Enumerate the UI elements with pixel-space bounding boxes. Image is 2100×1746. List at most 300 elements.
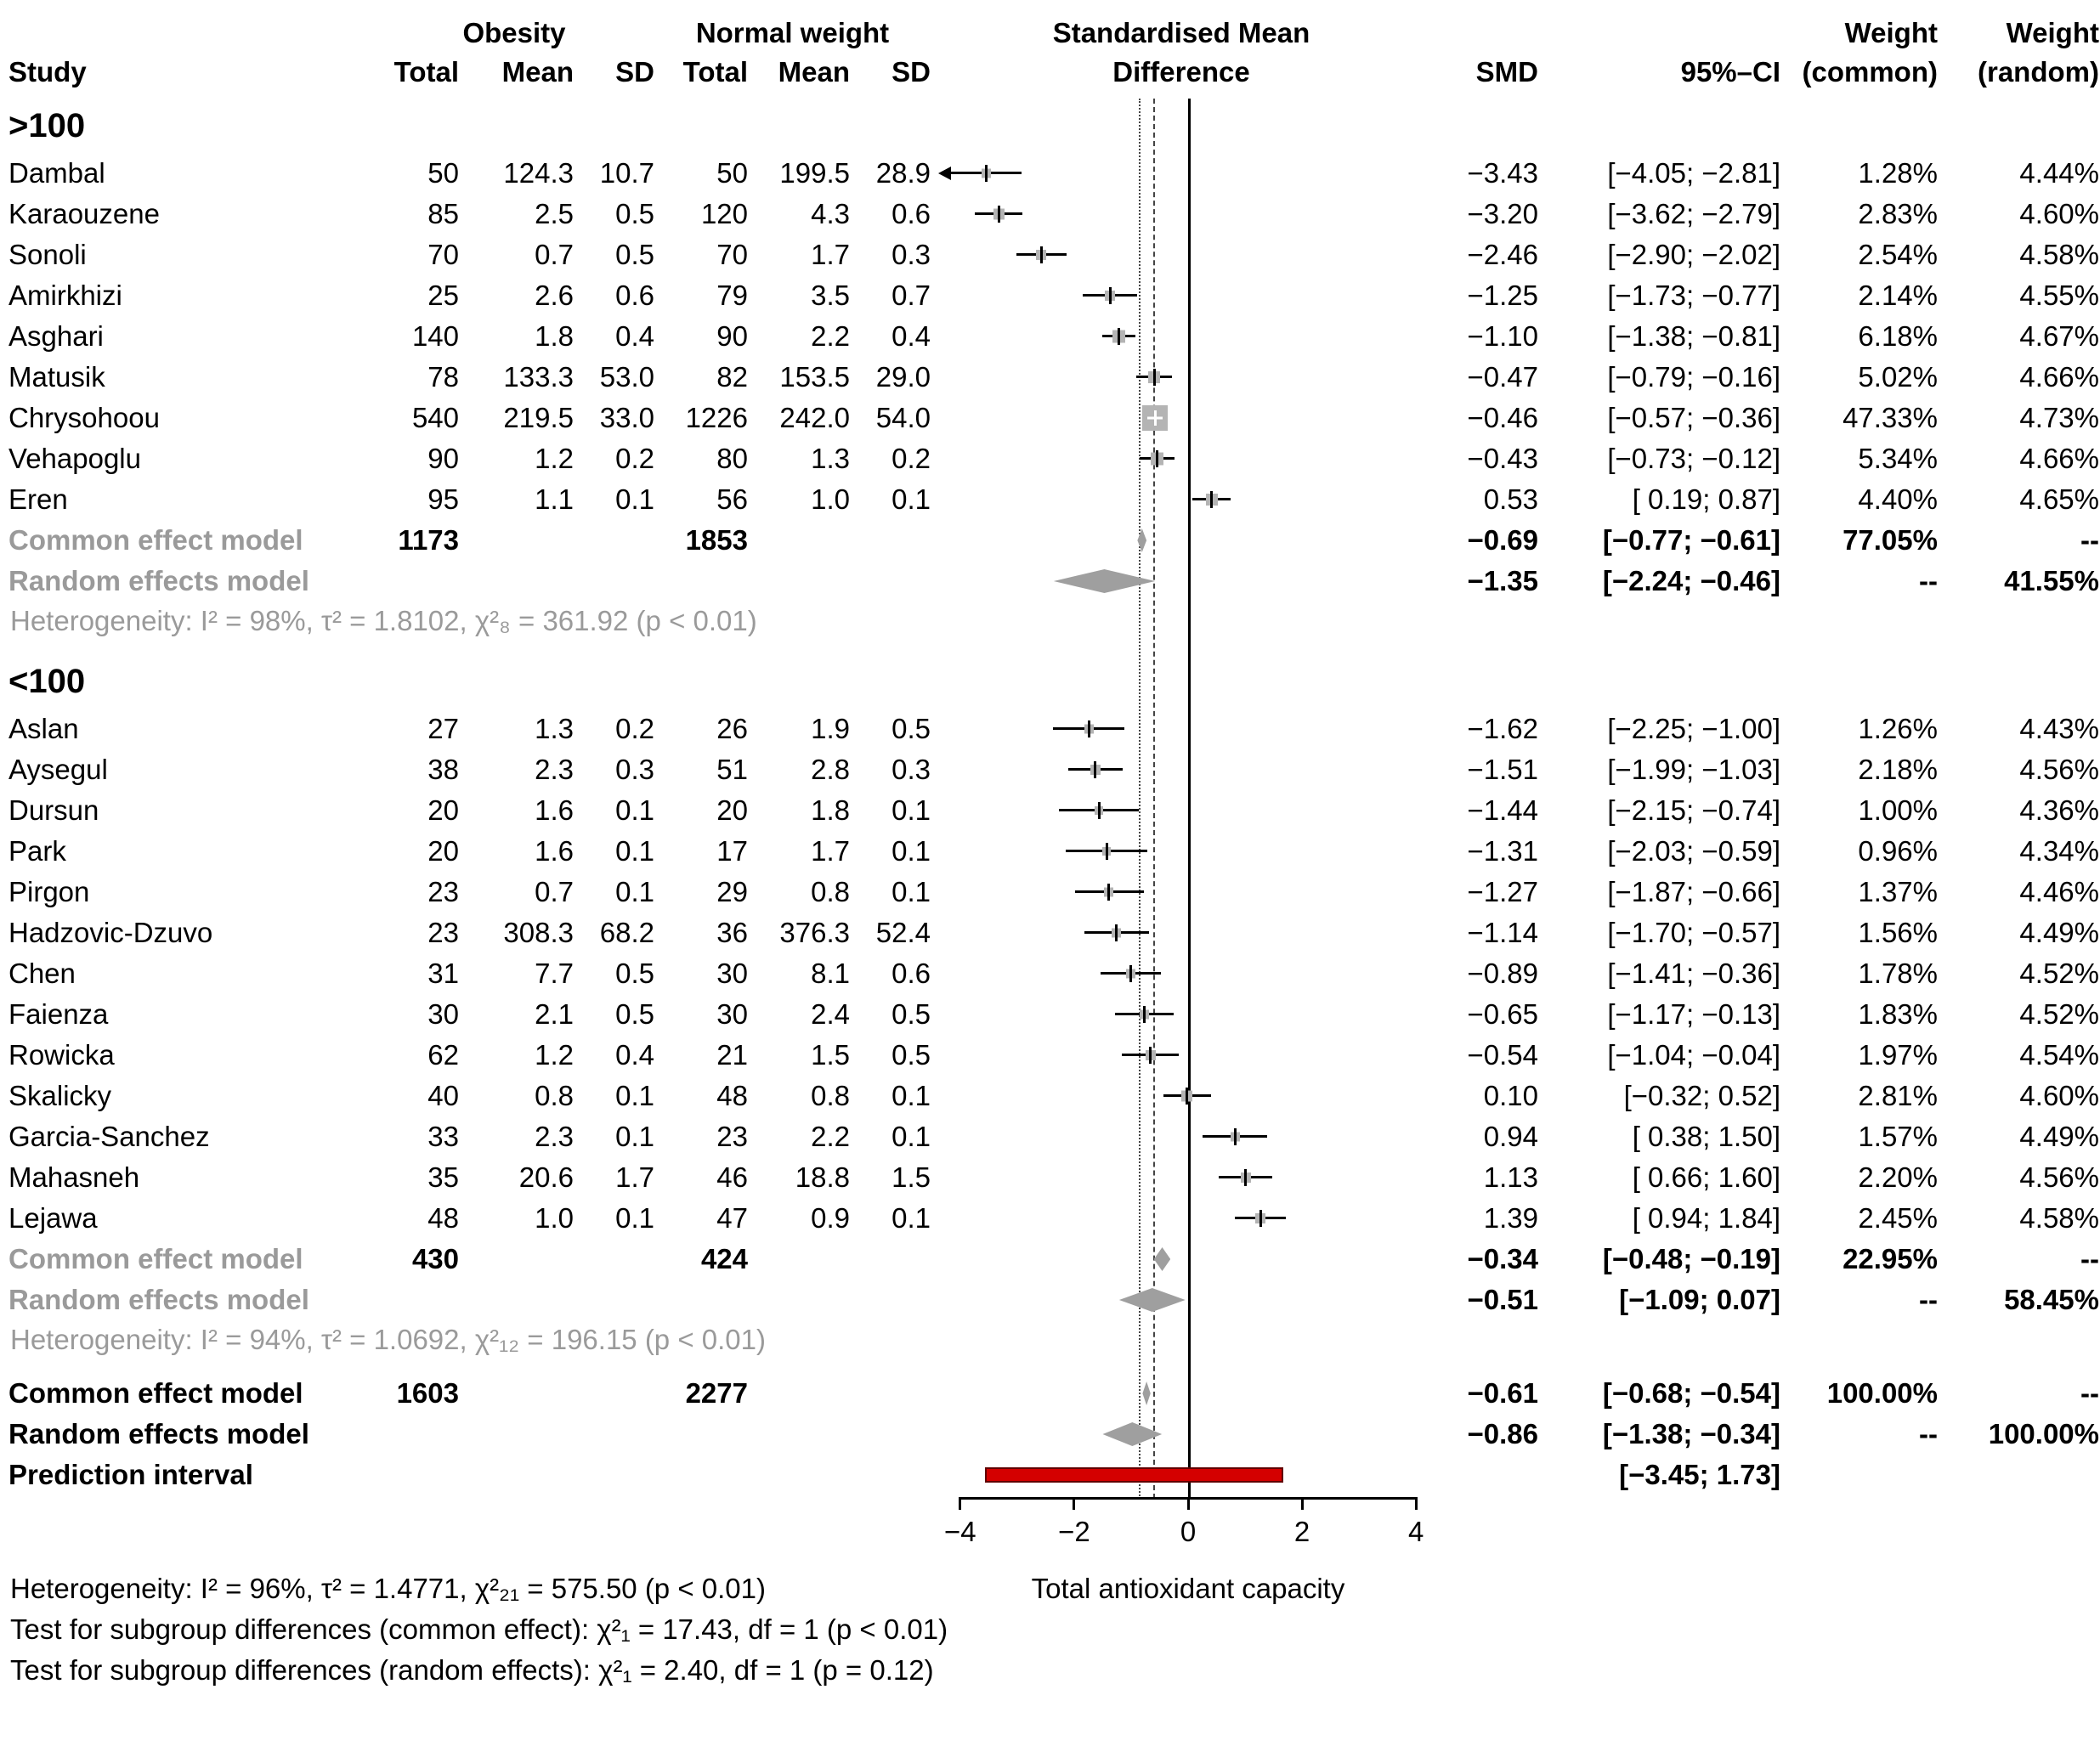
obesity-sd-value	[574, 1455, 654, 1495]
x-axis-area	[937, 1497, 1439, 1567]
study-label: Aslan	[8, 713, 79, 744]
normal-mean-value: 1.8	[811, 794, 850, 826]
study-label: Chrysohoou	[8, 402, 160, 433]
smd-value: −1.10	[1467, 320, 1538, 352]
normal-total-value: 17	[716, 835, 748, 867]
forest-plot-cell	[931, 1239, 1432, 1280]
weight-common-value: 1.78%	[1858, 958, 1938, 989]
heterogeneity-note: Heterogeneity: I² = 98%, τ² = 1.8102, χ²₈ = 361.92 (p < 0.01)	[10, 605, 757, 636]
forest-plot-cell	[931, 994, 1432, 1035]
obesity-sd-value: 0.5	[615, 998, 654, 1030]
ci-value: [−0.77; −0.61]	[1602, 524, 1780, 556]
obesity-total-value: 70	[427, 239, 459, 270]
weight-random-value: 4.49%	[2019, 1121, 2099, 1152]
point-estimate-tick	[998, 206, 1000, 223]
forest-plot-cell	[931, 1076, 1432, 1116]
normal-mean-value	[748, 1373, 850, 1414]
ci-value: [−1.73; −0.77]	[1607, 280, 1780, 311]
obesity-sd-value: 0.5	[615, 239, 654, 270]
normal-sd-value: 0.2	[892, 443, 931, 474]
obesity-total-value	[374, 1280, 459, 1320]
normal-total-value: 90	[716, 320, 748, 352]
weight-random-value: 4.46%	[2019, 876, 2099, 907]
smd-value: −2.46	[1467, 239, 1538, 270]
point-estimate-tick	[1098, 802, 1101, 819]
smd-value: −0.61	[1467, 1377, 1538, 1409]
weight-common-value: --	[1919, 1418, 1938, 1449]
weight-common-value: 2.83%	[1858, 198, 1938, 229]
study-label: Mahasneh	[8, 1161, 140, 1193]
weight-common-value: 100.00%	[1826, 1377, 1938, 1409]
normal-mean-value: 2.2	[811, 1121, 850, 1152]
obesity-total-value: 90	[427, 443, 459, 474]
obesity-mean-value: 0.7	[535, 239, 574, 270]
ci-value	[1538, 99, 1780, 153]
normal-mean-value: 2.4	[811, 998, 850, 1030]
normal-mean-value: 0.8	[811, 876, 850, 907]
study-row	[8, 790, 2100, 831]
obesity-mean-value: 1.3	[535, 713, 574, 744]
obesity-mean-value: 0.7	[535, 876, 574, 907]
obesity-sd-value	[574, 1239, 654, 1280]
weight-random-value: 58.45%	[2004, 1284, 2099, 1315]
normal-mean-value: 2.2	[811, 320, 850, 352]
ci-value: [−1.04; −0.04]	[1607, 1039, 1780, 1071]
obesity-sd-value: 10.7	[599, 157, 654, 189]
smd-value: −0.47	[1467, 361, 1538, 393]
ci-value: [−3.62; −2.79]	[1607, 198, 1780, 229]
obesity-total-value	[374, 99, 459, 153]
weight-random-subheader: (random)	[1978, 56, 2099, 88]
forest-plot-cell	[931, 709, 1432, 749]
obesity-total-value: 62	[427, 1039, 459, 1071]
x-axis	[8, 1497, 2100, 1567]
study-row	[8, 398, 2100, 438]
forest-plot-cell	[931, 438, 1432, 479]
normal-total-value: 21	[716, 1039, 748, 1071]
obesity-sd-value: 0.4	[615, 1039, 654, 1071]
weight-random-value: 4.55%	[2019, 280, 2099, 311]
obesity-mean-value: 7.7	[535, 958, 574, 989]
weight-random-value	[1938, 654, 2099, 709]
weight-random-value: 4.58%	[2019, 239, 2099, 270]
forest-plot-cell	[931, 790, 1432, 831]
obesity-group-header: Obesity	[462, 17, 566, 48]
normal-sd-value: 28.9	[875, 157, 931, 189]
point-estimate-tick	[1234, 1128, 1237, 1145]
normal-mean-value: 1.0	[811, 483, 850, 515]
smd-value: −1.14	[1467, 917, 1538, 948]
smd-value: −1.62	[1467, 713, 1538, 744]
point-estimate-tick	[1147, 417, 1163, 420]
footnotes	[8, 1568, 2100, 1691]
weight-random-value: 41.55%	[2004, 565, 2099, 596]
overall-heterogeneity-note: Heterogeneity: I² = 96%, τ² = 1.4771, χ²₂₁ = 575.50 (p < 0.01)	[10, 1573, 766, 1604]
smd-header-line1: Standardised Mean	[1052, 17, 1310, 48]
forest-plot-cell	[931, 194, 1432, 234]
obesity-mean-value: 1.8	[535, 320, 574, 352]
forest-plot-cell	[931, 234, 1432, 275]
normal-mean-header: Mean	[778, 56, 850, 88]
axis-tick	[1073, 1497, 1075, 1510]
ci-value: [−1.41; −0.36]	[1607, 958, 1780, 989]
random-effects-model-row	[8, 561, 2100, 602]
weight-common-value: 1.97%	[1858, 1039, 1938, 1071]
weight-common-value: 4.40%	[1858, 483, 1938, 515]
ci-value: [ 0.38; 1.50]	[1632, 1121, 1780, 1152]
ci-value: [−2.24; −0.46]	[1602, 565, 1780, 596]
smd-value: −0.69	[1467, 524, 1538, 556]
weight-common-value: 5.34%	[1858, 443, 1938, 474]
x-axis-title: Total antioxidant capacity	[1031, 1573, 1345, 1604]
obesity-mean-value: 2.3	[535, 1121, 574, 1152]
point-estimate-tick	[1040, 246, 1043, 263]
forest-plot-cell	[931, 654, 1432, 709]
study-row	[8, 1076, 2100, 1116]
common-effect-model-row	[8, 520, 2100, 561]
header-spacer	[1538, 14, 1780, 53]
study-label: Dambal	[8, 157, 105, 189]
normal-total-header: Total	[682, 56, 748, 88]
point-estimate-tick	[1106, 843, 1108, 860]
normal-sd-header: SD	[892, 56, 931, 88]
normal-sd-value	[850, 1373, 931, 1414]
overall-common-effect-row	[8, 1373, 2100, 1414]
forest-plot-cell	[931, 357, 1432, 398]
obesity-total-value: 20	[427, 835, 459, 867]
smd-value	[1432, 1455, 1538, 1495]
weight-common-value: 0.96%	[1858, 835, 1938, 867]
weight-common-value: 1.37%	[1858, 876, 1938, 907]
study-row	[8, 153, 2100, 194]
normal-sd-value: 0.5	[892, 713, 931, 744]
ci-truncation-arrow-icon	[938, 167, 951, 180]
normal-mean-value: 3.5	[811, 280, 850, 311]
smd-value	[1432, 654, 1538, 709]
normal-mean-value	[748, 99, 850, 153]
overall-random-effects-row	[8, 1414, 2100, 1455]
forest-plot-cell	[931, 398, 1432, 438]
forest-plot-cell	[931, 953, 1432, 994]
weight-common-value	[1780, 99, 1938, 153]
normal-total-value: 1853	[685, 524, 748, 556]
obesity-sd-value: 68.2	[599, 917, 654, 948]
obesity-total-value: 95	[427, 483, 459, 515]
smd-value: −0.34	[1467, 1243, 1538, 1274]
obesity-mean-value	[459, 561, 574, 602]
study-label: Asghari	[8, 320, 104, 352]
forest-plot-cell	[931, 153, 1432, 194]
normal-total-value	[654, 1455, 748, 1495]
forest-plot-cell	[931, 1280, 1432, 1320]
obesity-mean-value: 2.1	[535, 998, 574, 1030]
obesity-sd-value	[574, 1280, 654, 1320]
obesity-mean-header: Mean	[501, 56, 574, 88]
study-label: Park	[8, 835, 66, 867]
forest-plot-cell	[931, 1455, 1432, 1495]
study-label: Skalicky	[8, 1080, 112, 1111]
normal-sd-value: 0.1	[892, 1080, 931, 1111]
obesity-mean-value	[459, 1280, 574, 1320]
obesity-sd-value: 0.5	[615, 198, 654, 229]
smd-header-line2: Difference	[1112, 56, 1250, 88]
weight-random-value: 4.56%	[2019, 754, 2099, 785]
weight-common-value: 5.02%	[1858, 361, 1938, 393]
obesity-total-value: 1173	[398, 524, 459, 556]
normal-sd-value	[850, 1455, 931, 1495]
ci-value: [−2.15; −0.74]	[1607, 794, 1780, 826]
point-estimate-tick	[1149, 1047, 1152, 1064]
pooled-estimate-diamond	[1137, 528, 1146, 552]
weight-random-value: 4.43%	[2019, 713, 2099, 744]
normal-total-value: 51	[716, 754, 748, 785]
obesity-total-value: 85	[427, 198, 459, 229]
obesity-total-value: 50	[427, 157, 459, 189]
obesity-total-value: 20	[427, 794, 459, 826]
prediction-interval-bar	[985, 1467, 1283, 1483]
point-estimate-tick	[1143, 1006, 1146, 1023]
obesity-mean-value: 0.8	[535, 1080, 574, 1111]
study-label: Faienza	[8, 998, 109, 1030]
normal-sd-value: 0.6	[892, 958, 931, 989]
normal-total-value: 80	[716, 443, 748, 474]
obesity-total-value: 540	[411, 402, 459, 433]
obesity-mean-value: 2.3	[535, 754, 574, 785]
study-row	[8, 438, 2100, 479]
subgroup-label-row	[8, 654, 2100, 709]
smd-value: −0.65	[1467, 998, 1538, 1030]
ci-value: [−2.03; −0.59]	[1607, 835, 1780, 867]
normal-sd-value: 0.6	[892, 198, 931, 229]
obesity-mean-value: 1.6	[535, 794, 574, 826]
normal-sd-value: 1.5	[892, 1161, 931, 1193]
ci-value: [−1.99; −1.03]	[1607, 754, 1780, 785]
obesity-sd-value: 1.7	[615, 1161, 654, 1193]
study-column-header: Study	[8, 56, 87, 88]
study-row	[8, 234, 2100, 275]
weight-common-value: 1.83%	[1858, 998, 1938, 1030]
point-estimate-tick	[1094, 761, 1096, 778]
ci-value: [−1.17; −0.13]	[1607, 998, 1780, 1030]
header-row-top	[8, 14, 2100, 53]
ci-value: [−0.57; −0.36]	[1607, 402, 1780, 433]
obesity-sd-header: SD	[615, 56, 654, 88]
study-row	[8, 316, 2100, 357]
ci-value: [−0.79; −0.16]	[1607, 361, 1780, 393]
normal-total-value: 46	[716, 1161, 748, 1193]
study-label: Chen	[8, 958, 76, 989]
study-label: Vehapoglu	[8, 443, 141, 474]
normal-mean-value	[748, 561, 850, 602]
study-row	[8, 357, 2100, 398]
obesity-sd-value	[574, 561, 654, 602]
weight-random-value: 4.49%	[2019, 917, 2099, 948]
study-label: Random effects model	[8, 1284, 309, 1315]
obesity-mean-value	[459, 1373, 574, 1414]
point-estimate-tick	[1088, 720, 1090, 737]
forest-plot-cell	[931, 1414, 1432, 1455]
forest-plot-cell	[931, 1198, 1432, 1239]
weight-random-value: 4.66%	[2019, 361, 2099, 393]
normal-mean-value: 1.5	[811, 1039, 850, 1071]
normal-total-value: 79	[716, 280, 748, 311]
obesity-sd-value: 0.6	[615, 280, 654, 311]
weight-random-value: 4.58%	[2019, 1202, 2099, 1234]
normal-sd-value: 0.5	[892, 1039, 931, 1071]
obesity-mean-value: 1.0	[535, 1202, 574, 1234]
normal-sd-value: 0.5	[892, 998, 931, 1030]
weight-common-value: 47.33%	[1842, 402, 1938, 433]
smd-value: −3.43	[1467, 157, 1538, 189]
study-row	[8, 749, 2100, 790]
forest-plot-cell	[931, 1116, 1432, 1157]
obesity-total-value: 1603	[396, 1377, 459, 1409]
normal-sd-value	[850, 1239, 931, 1280]
weight-random-value: 4.66%	[2019, 443, 2099, 474]
weight-common-value: 2.18%	[1858, 754, 1938, 785]
study-label: >100	[8, 107, 86, 144]
study-row	[8, 1035, 2100, 1076]
weight-random-value: 4.36%	[2019, 794, 2099, 826]
smd-value: 0.53	[1483, 483, 1538, 515]
subgroup-test-common-note: Test for subgroup differences (common effect): χ²₁ = 17.43, df = 1 (p < 0.01)	[10, 1613, 948, 1645]
smd-value: −3.20	[1467, 198, 1538, 229]
obesity-total-value	[374, 561, 459, 602]
point-estimate-tick	[1129, 965, 1132, 982]
point-estimate-tick	[1153, 369, 1156, 386]
normal-total-value: 29	[716, 876, 748, 907]
ci-value: [−2.25; −1.00]	[1607, 713, 1780, 744]
normal-total-value: 48	[716, 1080, 748, 1111]
obesity-sd-value: 0.4	[615, 320, 654, 352]
point-estimate-tick	[1244, 1169, 1247, 1186]
obesity-total-value: 35	[427, 1161, 459, 1193]
weight-random-value: --	[2080, 524, 2099, 556]
normal-total-value: 70	[716, 239, 748, 270]
obesity-total-value: 38	[427, 754, 459, 785]
obesity-mean-value: 124.3	[503, 157, 574, 189]
ci-value: [−1.70; −0.57]	[1607, 917, 1780, 948]
obesity-sd-value	[574, 99, 654, 153]
normal-sd-value: 54.0	[875, 402, 931, 433]
weight-common-value: 2.45%	[1858, 1202, 1938, 1234]
weight-common-value: 2.54%	[1858, 239, 1938, 270]
study-label: Garcia-Sanchez	[8, 1121, 210, 1152]
smd-value: 0.10	[1483, 1080, 1538, 1111]
point-estimate-tick	[1210, 491, 1213, 508]
normal-mean-value	[748, 1239, 850, 1280]
obesity-total-value: 25	[427, 280, 459, 311]
axis-tick	[1415, 1497, 1418, 1510]
obesity-sd-value	[574, 1373, 654, 1414]
ci-value: [−1.38; −0.81]	[1607, 320, 1780, 352]
smd-value: −1.44	[1467, 794, 1538, 826]
subgroup-test-random-note: Test for subgroup differences (random effects): χ²₁ = 2.40, df = 1 (p = 0.12)	[10, 1654, 934, 1686]
study-row	[8, 994, 2100, 1035]
ci-value	[1538, 654, 1780, 709]
study-label: Aysegul	[8, 754, 108, 785]
normal-sd-value	[850, 561, 931, 602]
normal-mean-value: 1.3	[811, 443, 850, 474]
pooled-estimate-diamond	[1142, 1382, 1150, 1405]
normal-sd-value: 0.7	[892, 280, 931, 311]
study-label: Amirkhizi	[8, 280, 122, 311]
ci-value: [−1.09; 0.07]	[1619, 1284, 1780, 1315]
normal-total-value: 36	[716, 917, 748, 948]
ci-value: [−1.87; −0.66]	[1607, 876, 1780, 907]
study-row	[8, 479, 2100, 520]
normal-mean-value: 1.7	[811, 835, 850, 867]
normal-sd-value: 0.1	[892, 835, 931, 867]
study-row	[8, 1157, 2100, 1198]
weight-common-subheader: (common)	[1802, 56, 1938, 88]
ci-value: [−3.45; 1.73]	[1619, 1459, 1780, 1490]
normal-mean-value: 153.5	[779, 361, 850, 393]
obesity-mean-value: 1.2	[535, 1039, 574, 1071]
normal-total-value	[654, 654, 748, 709]
normal-sd-value: 0.1	[892, 483, 931, 515]
normal-sd-value: 52.4	[875, 917, 931, 948]
forest-plot-cell	[931, 749, 1432, 790]
axis-tick-label: −4	[944, 1516, 976, 1547]
normal-total-value: 424	[700, 1243, 748, 1274]
obesity-mean-value	[459, 99, 574, 153]
study-row	[8, 913, 2100, 953]
weight-common-value: 1.00%	[1858, 794, 1938, 826]
normal-sd-value	[850, 1414, 931, 1455]
normal-mean-value: 0.8	[811, 1080, 850, 1111]
weight-random-value: 4.54%	[2019, 1039, 2099, 1071]
study-row	[8, 1198, 2100, 1239]
smd-value: 1.39	[1483, 1202, 1538, 1234]
forest-plot-cell	[931, 275, 1432, 316]
weight-common-value: 2.14%	[1858, 280, 1938, 311]
common-effect-model-row	[8, 1239, 2100, 1280]
normal-total-value: 120	[700, 198, 748, 229]
obesity-sd-value: 0.3	[615, 754, 654, 785]
study-row	[8, 194, 2100, 234]
normal-mean-value: 18.8	[795, 1161, 850, 1193]
smd-value: −0.89	[1467, 958, 1538, 989]
axis-tick-label: 0	[1180, 1516, 1197, 1547]
study-row	[8, 953, 2100, 994]
header-spacer	[8, 14, 374, 53]
weight-random-value	[1938, 1455, 2099, 1495]
ci-value: [−0.32; 0.52]	[1623, 1080, 1780, 1111]
forest-plot-cell	[931, 913, 1432, 953]
subgroup-label-row	[8, 99, 2100, 153]
obesity-total-value: 23	[427, 917, 459, 948]
weight-common-value: 6.18%	[1858, 320, 1938, 352]
obesity-sd-value: 0.1	[615, 876, 654, 907]
normal-mean-value: 2.8	[811, 754, 850, 785]
study-label: Prediction interval	[8, 1459, 253, 1490]
weight-common-value: 1.57%	[1858, 1121, 1938, 1152]
point-estimate-tick	[1109, 287, 1112, 304]
weight-common-value: 2.20%	[1858, 1161, 1938, 1193]
obesity-total-value: 430	[411, 1243, 459, 1274]
ci-value: [−1.38; −0.34]	[1602, 1418, 1780, 1449]
normal-total-value: 50	[716, 157, 748, 189]
obesity-mean-value	[459, 654, 574, 709]
obesity-mean-value: 2.5	[535, 198, 574, 229]
random-effects-model-row	[8, 1280, 2100, 1320]
obesity-total-value: 23	[427, 876, 459, 907]
forest-plot-cell	[931, 872, 1432, 913]
normal-mean-value: 199.5	[779, 157, 850, 189]
study-row	[8, 831, 2100, 872]
obesity-total-value	[374, 1455, 459, 1495]
